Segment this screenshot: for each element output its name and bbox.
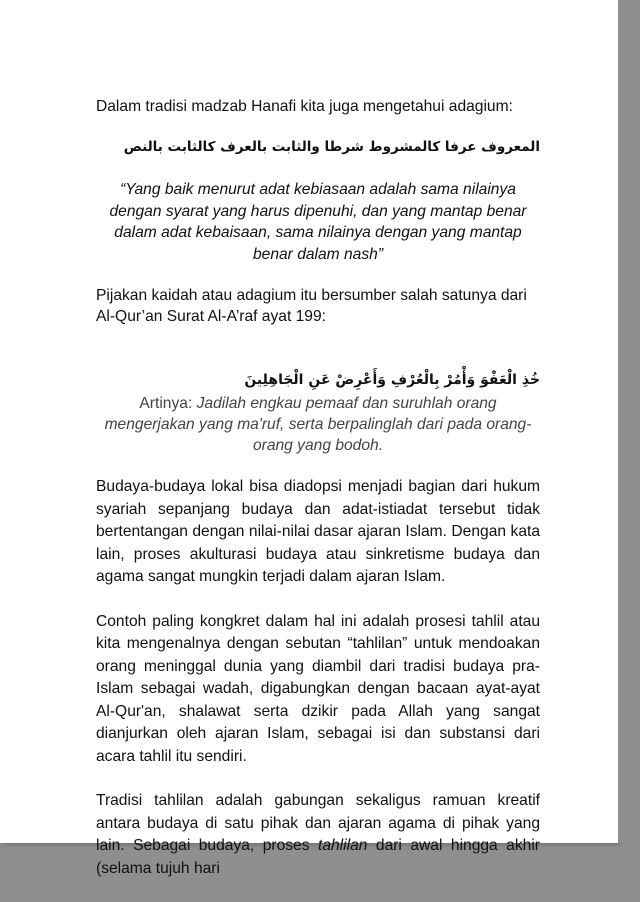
paragraph-3-emphasis: tahlilan (318, 837, 368, 854)
verse-translation-text: Jadilah engkau pemaaf dan suruhlah orang mengerjakan yang ma'ruf, serta berpalinglah dari pada orang-orang yang bodoh. (104, 395, 532, 454)
source-paragraph: Pijakan kaidah atau adagium itu bersumber salah satunya dari Al-Qur’an Surat Al-A’raf ayat 199: (96, 287, 527, 325)
document-content (96, 96, 540, 902)
paragraph-acculturation: Budaya-budaya lokal bisa diadopsi menjadi bagian dari hukum syariah sepanjang budaya dan adat-istiadat tersebut tidak bertentangan dengan nilai-nilai dasar ajaran Islam. Dengan kata lain, proses akulturasi budaya atau sinkretisme budaya dan agama sangat mungkin terjadi dalam ajaran Islam. (96, 478, 540, 585)
intro-sentence: Dalam tradisi madzab Hanafi kita juga mengetahui adagium: (96, 98, 513, 115)
arabic-verse: خُذِ الْعَفْوَ وَأْمُرْ بِالْعُرْفِ وَأَعْرِضْ عَنِ الْجَاهِلِينَ (244, 372, 540, 388)
paragraph-tahlilan-tradition (96, 790, 540, 880)
viewer-background (618, 0, 640, 843)
maxim-translation-quote: “Yang baik menurut adat kebiasaan adalah sama nilainya dengan syarat yang harus dipenuhi, dan yang mantap benar dalam adat kebaisaan, sama nilainya dengan yang mantap benar dalam nash” (109, 181, 527, 263)
paragraph-3-text-start: Tradisi tahlilan adalah gabungan sekaligus ramuan kreatif antara budaya di satu pihak dan ajaran agama di pihak yang lain. Sebagai budaya, proses (96, 792, 540, 854)
paragraph-tahlilan-example: Contoh paling kongkret dalam hal ini adalah prosesi tahlil atau kita mengenalnya dengan sebutan “tahlilan” untuk mendoakan orang meninggal dunia yang diambil dari tradisi budaya pra-Islam sebagai wadah, digabungkan dengan bacaan ayat-ayat Al-Qur'an, shalawat serta dzikir pada Allah yang sangat dianjurkan oleh ajaran Islam, sebagai isi dan substansi dari acara tahlil itu sendiri. (96, 612, 540, 765)
arabic-maxim: المعروف عرفا كالمشروط شرطا والثابت بالعرف كالثابت بالنص (123, 139, 540, 155)
paragraph-3-text-end: dari awal hingga akhir (selama tujuh hari (96, 837, 540, 877)
verse-translation (96, 393, 540, 456)
verse-translation-label: Artinya: (139, 395, 193, 412)
